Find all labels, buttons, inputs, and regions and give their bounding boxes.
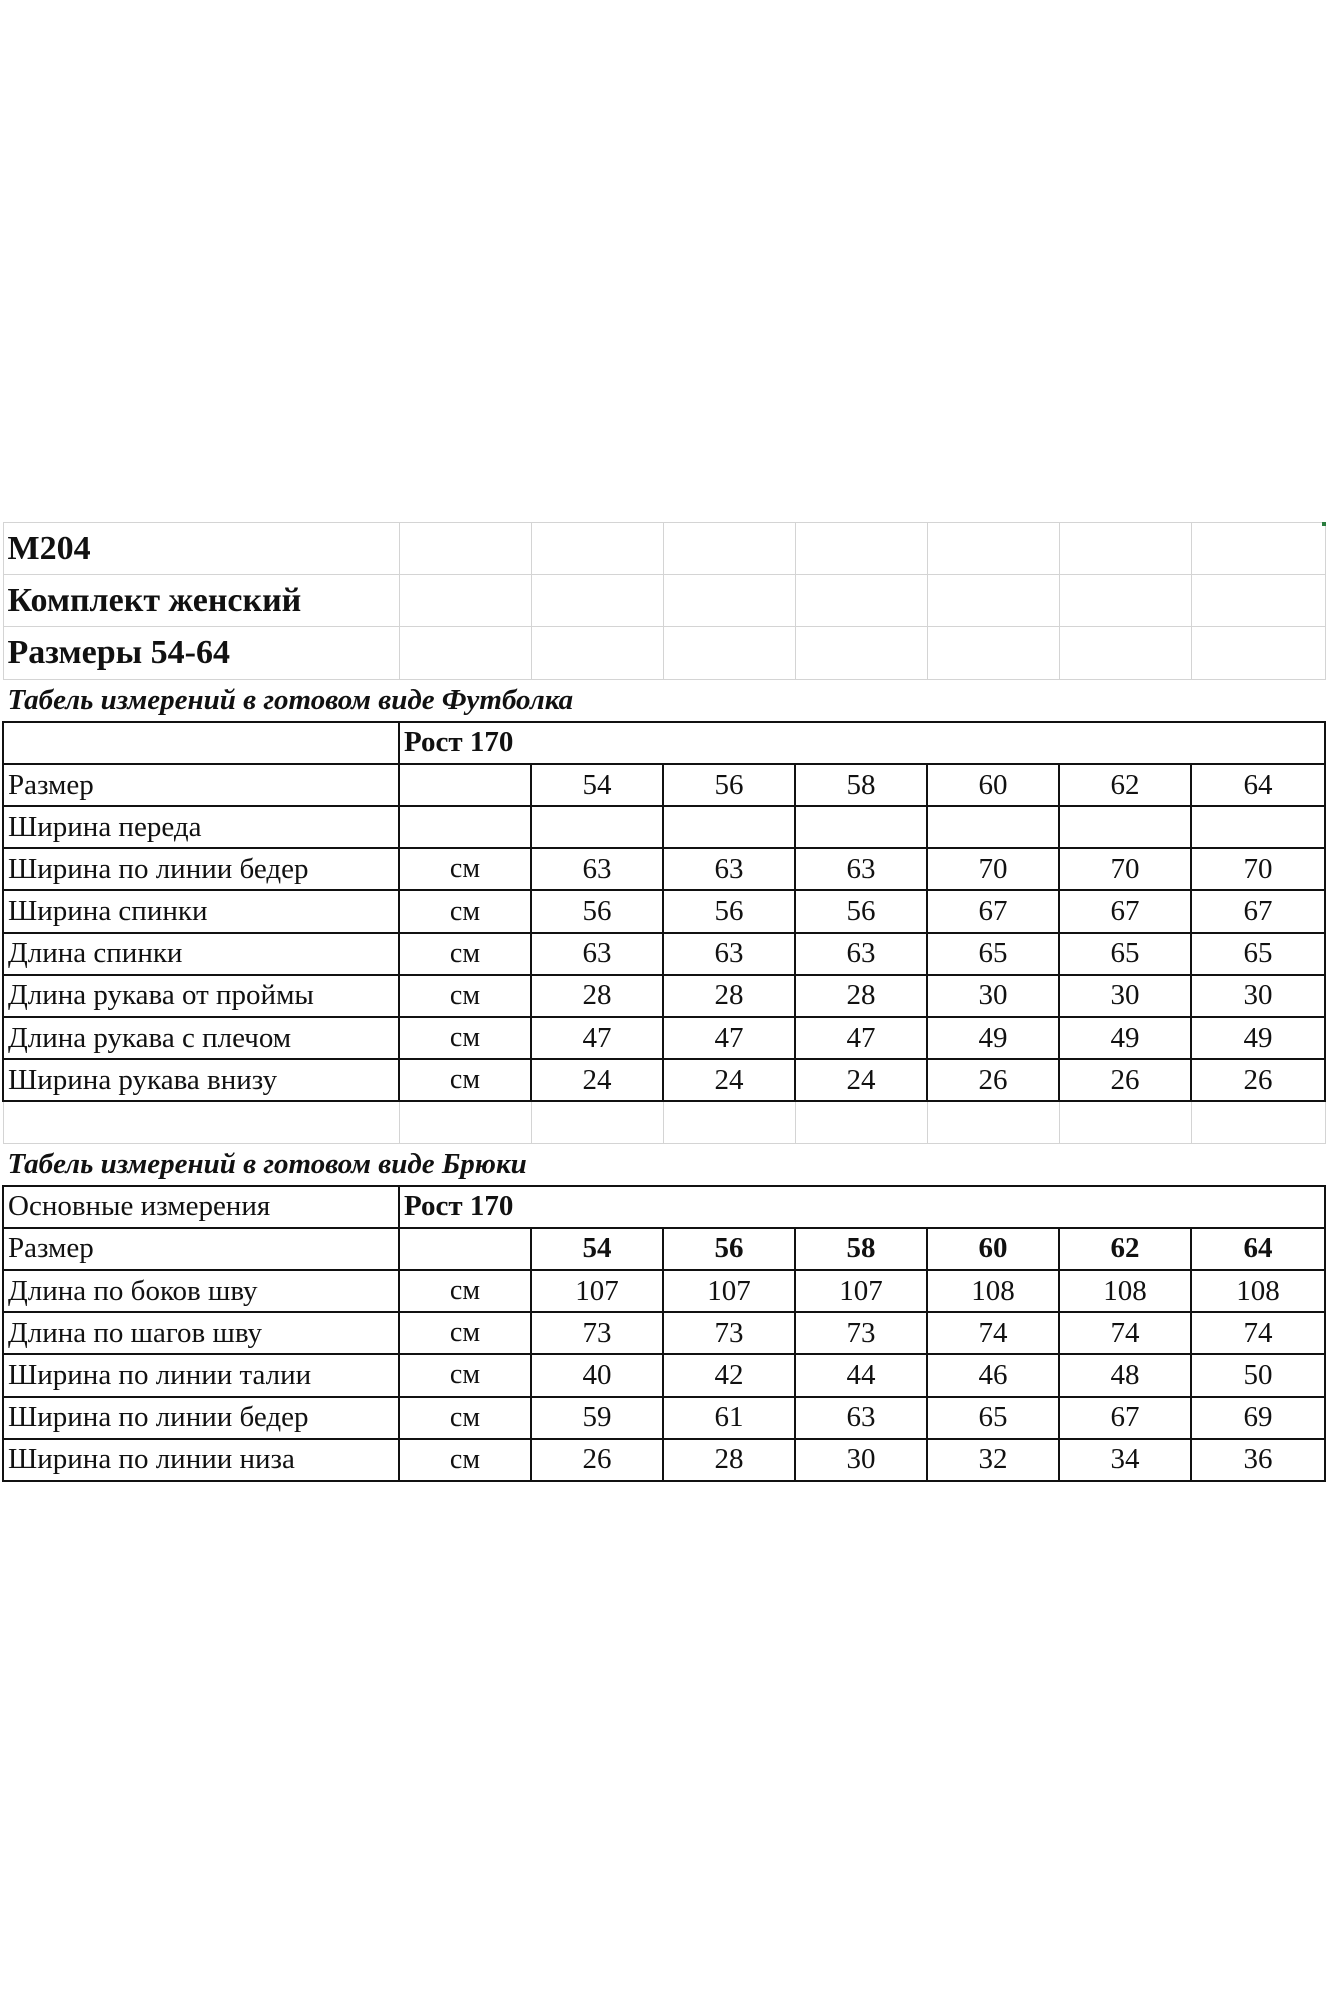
row-label[interactable]: Длина по боков шву: [3, 1270, 399, 1312]
spacer-row: [3, 1101, 1325, 1143]
row-label[interactable]: Длина спинки: [3, 933, 399, 975]
value-cell[interactable]: 44: [795, 1354, 927, 1396]
value-cell[interactable]: 67: [927, 890, 1059, 932]
shirt-measure-row: [3, 933, 1325, 975]
product-code[interactable]: М204: [3, 523, 399, 575]
cell[interactable]: [1191, 627, 1325, 679]
pants-size-60[interactable]: 60: [927, 1228, 1059, 1270]
value-cell[interactable]: 108: [1059, 1270, 1191, 1312]
unit-cell[interactable]: см: [399, 890, 531, 932]
value-cell[interactable]: 46: [927, 1354, 1059, 1396]
cell[interactable]: [531, 1101, 663, 1143]
unit-cell[interactable]: см: [399, 1312, 531, 1354]
value-cell[interactable]: 65: [1191, 933, 1325, 975]
cell[interactable]: [399, 575, 531, 627]
shirt-size-54[interactable]: 54: [531, 764, 663, 806]
value-cell[interactable]: 73: [663, 1312, 795, 1354]
value-cell[interactable]: 74: [1191, 1312, 1325, 1354]
row-label[interactable]: Длина по шагов шву: [3, 1312, 399, 1354]
value-cell[interactable]: 24: [531, 1059, 663, 1101]
pants-measure-row: [3, 1312, 1325, 1354]
shirt-size-row: [3, 764, 1325, 806]
cell[interactable]: [399, 764, 531, 806]
pants-section-title[interactable]: Табель измерений в готовом виде Брюки: [3, 1143, 1325, 1186]
value-cell[interactable]: 26: [1191, 1059, 1325, 1101]
unit-cell[interactable]: см: [399, 1397, 531, 1439]
value-cell[interactable]: 50: [1191, 1354, 1325, 1396]
shirt-front-label[interactable]: Ширина переда: [3, 806, 399, 848]
unit-cell[interactable]: см: [399, 848, 531, 890]
shirt-front-row: [3, 806, 1325, 848]
value-cell[interactable]: 24: [795, 1059, 927, 1101]
cell[interactable]: [927, 1101, 1059, 1143]
size-range[interactable]: Размеры 54-64: [3, 627, 399, 679]
cell[interactable]: [1059, 575, 1191, 627]
value-cell[interactable]: 30: [795, 1439, 927, 1481]
shirt-measure-row: [3, 848, 1325, 890]
value-cell[interactable]: 63: [795, 848, 927, 890]
unit-cell[interactable]: см: [399, 1270, 531, 1312]
value-cell[interactable]: 65: [927, 933, 1059, 975]
cell[interactable]: [1059, 627, 1191, 679]
spreadsheet: [2, 522, 1324, 1482]
value-cell[interactable]: 28: [531, 975, 663, 1017]
cell[interactable]: [663, 523, 795, 575]
value-cell[interactable]: 107: [663, 1270, 795, 1312]
value-cell[interactable]: 107: [795, 1270, 927, 1312]
value-cell[interactable]: 73: [531, 1312, 663, 1354]
value-cell[interactable]: 69: [1191, 1397, 1325, 1439]
cell[interactable]: [399, 1228, 531, 1270]
value-cell[interactable]: 36: [1191, 1439, 1325, 1481]
pants-measure-row: [3, 1354, 1325, 1396]
unit-cell[interactable]: см: [399, 1017, 531, 1059]
size-chart-grid: [2, 522, 1326, 1482]
value-cell[interactable]: 49: [1191, 1017, 1325, 1059]
value-cell[interactable]: 59: [531, 1397, 663, 1439]
pants-size-62[interactable]: 62: [1059, 1228, 1191, 1270]
cell[interactable]: [531, 627, 663, 679]
cell[interactable]: [795, 806, 927, 848]
shirt-measure-row: [3, 975, 1325, 1017]
shirt-height-row: [3, 722, 1325, 764]
value-cell[interactable]: 67: [1059, 1397, 1191, 1439]
shirt-size-62[interactable]: 62: [1059, 764, 1191, 806]
cell[interactable]: [927, 806, 1059, 848]
cell[interactable]: [663, 575, 795, 627]
cell[interactable]: [1191, 806, 1325, 848]
cell[interactable]: [927, 627, 1059, 679]
value-cell[interactable]: 63: [663, 933, 795, 975]
shirt-size-58[interactable]: 58: [795, 764, 927, 806]
pants-size-58[interactable]: 58: [795, 1228, 927, 1270]
value-cell[interactable]: 61: [663, 1397, 795, 1439]
unit-cell[interactable]: см: [399, 1059, 531, 1101]
value-cell[interactable]: 47: [795, 1017, 927, 1059]
header-row: [3, 575, 1325, 627]
row-label[interactable]: Ширина по линии низа: [3, 1439, 399, 1481]
cell[interactable]: [795, 523, 927, 575]
pants-height-label[interactable]: Рост 170: [399, 1186, 1325, 1228]
value-cell[interactable]: 34: [1059, 1439, 1191, 1481]
value-cell[interactable]: 30: [1059, 975, 1191, 1017]
value-cell[interactable]: 56: [795, 890, 927, 932]
value-cell[interactable]: 107: [531, 1270, 663, 1312]
value-cell[interactable]: 108: [927, 1270, 1059, 1312]
row-label[interactable]: Длина рукава от проймы: [3, 975, 399, 1017]
cell[interactable]: [1191, 1101, 1325, 1143]
value-cell[interactable]: 65: [927, 1397, 1059, 1439]
pants-measure-row: [3, 1270, 1325, 1312]
cell[interactable]: [1059, 1101, 1191, 1143]
cell[interactable]: [399, 1101, 531, 1143]
row-label[interactable]: Ширина по линии талии: [3, 1354, 399, 1396]
cell[interactable]: [399, 627, 531, 679]
unit-cell[interactable]: см: [399, 933, 531, 975]
value-cell[interactable]: 74: [927, 1312, 1059, 1354]
value-cell[interactable]: 67: [1191, 890, 1325, 932]
row-label[interactable]: Ширина спинки: [3, 890, 399, 932]
pants-measure-row: [3, 1439, 1325, 1481]
value-cell[interactable]: 63: [795, 933, 927, 975]
cell[interactable]: [795, 627, 927, 679]
value-cell[interactable]: 30: [1191, 975, 1325, 1017]
value-cell[interactable]: 49: [1059, 1017, 1191, 1059]
shirt-size-56[interactable]: 56: [663, 764, 795, 806]
value-cell[interactable]: 24: [663, 1059, 795, 1101]
shirt-section-title[interactable]: Табель измерений в готовом виде Футболка: [3, 679, 1325, 722]
sheet-corner-marker: [1322, 522, 1326, 526]
unit-cell[interactable]: см: [399, 975, 531, 1017]
pants-size-54[interactable]: 54: [531, 1228, 663, 1270]
value-cell[interactable]: 26: [1059, 1059, 1191, 1101]
cell[interactable]: [663, 1101, 795, 1143]
pants-main-label[interactable]: Основные измерения: [3, 1186, 399, 1228]
pants-size-row: [3, 1228, 1325, 1270]
shirt-measure-row: [3, 1017, 1325, 1059]
value-cell[interactable]: 30: [927, 975, 1059, 1017]
value-cell[interactable]: 28: [663, 975, 795, 1017]
cell[interactable]: [399, 806, 531, 848]
value-cell[interactable]: 65: [1059, 933, 1191, 975]
shirt-size-label[interactable]: Размер: [3, 764, 399, 806]
cell[interactable]: [531, 523, 663, 575]
pants-measure-row: [3, 1397, 1325, 1439]
value-cell[interactable]: 70: [927, 848, 1059, 890]
cell[interactable]: [795, 575, 927, 627]
value-cell[interactable]: 48: [1059, 1354, 1191, 1396]
shirt-measure-row: [3, 890, 1325, 932]
value-cell[interactable]: 63: [531, 848, 663, 890]
header-row: [3, 627, 1325, 679]
cell[interactable]: [3, 722, 399, 764]
cell[interactable]: [1059, 806, 1191, 848]
cell[interactable]: [795, 1101, 927, 1143]
shirt-measure-row: [3, 1059, 1325, 1101]
shirt-height-label[interactable]: Рост 170: [399, 722, 1325, 764]
value-cell[interactable]: 74: [1059, 1312, 1191, 1354]
header-row: [3, 523, 1325, 575]
pants-height-row: [3, 1186, 1325, 1228]
unit-cell[interactable]: см: [399, 1354, 531, 1396]
cell[interactable]: [663, 627, 795, 679]
value-cell[interactable]: 28: [663, 1439, 795, 1481]
pants-size-label[interactable]: Размер: [3, 1228, 399, 1270]
row-label[interactable]: Ширина рукава внизу: [3, 1059, 399, 1101]
shirt-size-60[interactable]: 60: [927, 764, 1059, 806]
value-cell[interactable]: 28: [795, 975, 927, 1017]
pants-size-56[interactable]: 56: [663, 1228, 795, 1270]
cell[interactable]: [663, 806, 795, 848]
value-cell[interactable]: 32: [927, 1439, 1059, 1481]
value-cell[interactable]: 63: [531, 933, 663, 975]
value-cell[interactable]: 49: [927, 1017, 1059, 1059]
pants-size-64[interactable]: 64: [1191, 1228, 1325, 1270]
product-name[interactable]: Комплект женский: [3, 575, 399, 627]
cell[interactable]: [531, 806, 663, 848]
value-cell[interactable]: 63: [663, 848, 795, 890]
value-cell[interactable]: 70: [1059, 848, 1191, 890]
unit-cell[interactable]: см: [399, 1439, 531, 1481]
row-label[interactable]: Ширина по линии бедер: [3, 1397, 399, 1439]
value-cell[interactable]: 47: [663, 1017, 795, 1059]
cell[interactable]: [531, 575, 663, 627]
value-cell[interactable]: 108: [1191, 1270, 1325, 1312]
shirt-section-title-row: [3, 679, 1325, 722]
value-cell[interactable]: 67: [1059, 890, 1191, 932]
value-cell[interactable]: 26: [927, 1059, 1059, 1101]
value-cell[interactable]: 56: [663, 890, 795, 932]
row-label[interactable]: Длина рукава с плечом: [3, 1017, 399, 1059]
value-cell[interactable]: 70: [1191, 848, 1325, 890]
cell[interactable]: [1191, 575, 1325, 627]
value-cell[interactable]: 47: [531, 1017, 663, 1059]
value-cell[interactable]: 63: [795, 1397, 927, 1439]
cell[interactable]: [927, 523, 1059, 575]
value-cell[interactable]: 40: [531, 1354, 663, 1396]
value-cell[interactable]: 56: [531, 890, 663, 932]
cell[interactable]: [927, 575, 1059, 627]
cell[interactable]: [399, 523, 531, 575]
row-label[interactable]: Ширина по линии бедер: [3, 848, 399, 890]
shirt-size-64[interactable]: 64: [1191, 764, 1325, 806]
value-cell[interactable]: 26: [531, 1439, 663, 1481]
value-cell[interactable]: 73: [795, 1312, 927, 1354]
value-cell[interactable]: 42: [663, 1354, 795, 1396]
cell[interactable]: [1191, 523, 1325, 575]
cell[interactable]: [3, 1101, 399, 1143]
cell[interactable]: [1059, 523, 1191, 575]
pants-section-title-row: [3, 1143, 1325, 1186]
